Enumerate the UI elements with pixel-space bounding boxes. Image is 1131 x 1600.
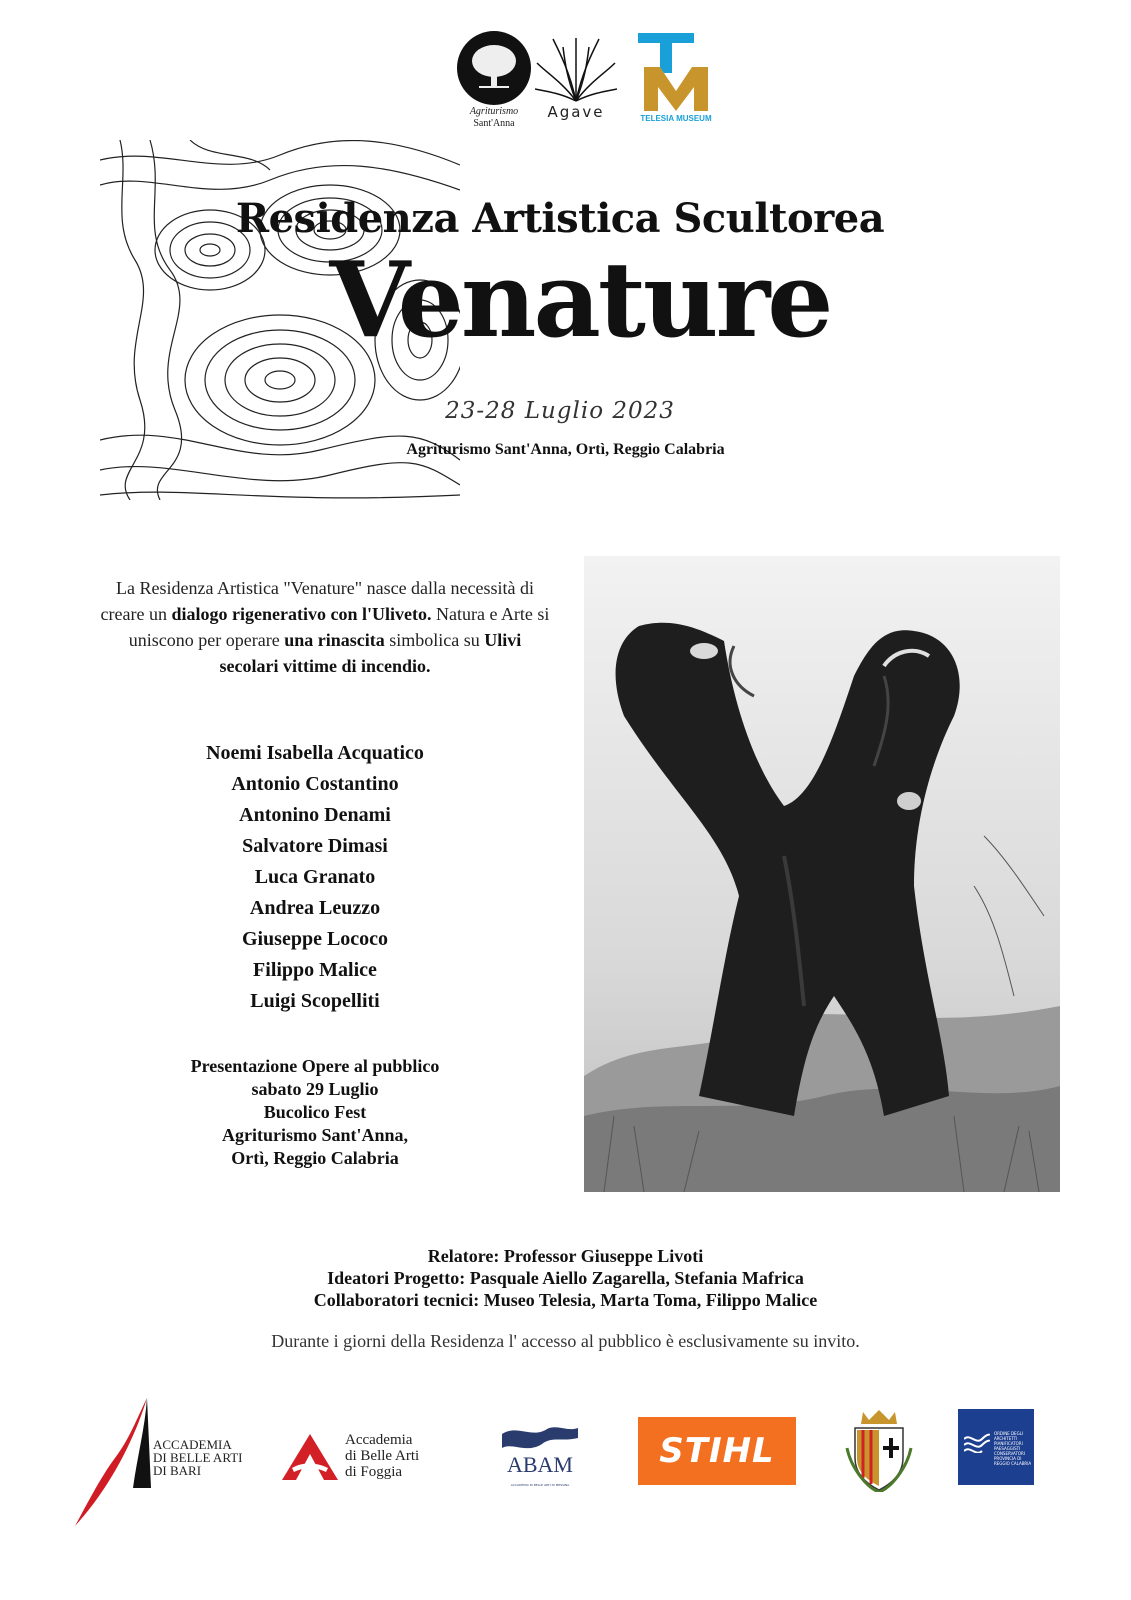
intro-text-1: La Residenza Artistica "Venature" nasce dalla necessità di creare un [100, 578, 535, 624]
telesia-museum-logo [638, 33, 714, 113]
bari-line: DI BARI [153, 1463, 202, 1478]
artist-name: Filippo Malice [253, 959, 377, 981]
abam-sub: ACCADEMIA DI BELLE ARTI DI MESSINA [510, 1483, 570, 1487]
accademia-bari-logo [75, 1398, 155, 1528]
foggia-text [345, 1432, 455, 1480]
presentation-line: Agriturismo Sant'Anna, [221, 1125, 409, 1145]
santanna-logo [457, 31, 531, 105]
ordine-line: ORDINE DEGLI [994, 1431, 1024, 1436]
credit-ideatori: Ideatori Progetto: Pasquale Aiello Zagarella, Stefania Mafrica [327, 1268, 804, 1288]
ordine-line: PROVINCIA DI [994, 1456, 1022, 1461]
abam-label: ABAM [506, 1452, 573, 1477]
presentation-info [150, 1055, 480, 1170]
bari-text [153, 1438, 263, 1477]
ordine-line: REGGIO CALABRIA [994, 1461, 1032, 1466]
agave-label: Agave [547, 103, 605, 121]
foggia-line: di Foggia [345, 1464, 403, 1480]
artist-name: Luca Granato [254, 866, 376, 888]
artist-name: Noemi Isabella Acquatico [206, 742, 424, 764]
event-venue: Agriturismo Sant'Anna, Ortì, Reggio Calabria [406, 441, 725, 458]
ordine-line: ARCHITETTI [994, 1436, 1018, 1441]
event-dates: 23-28 Luglio 2023 [445, 398, 675, 424]
artist-name: Giuseppe Lococo [241, 928, 389, 950]
artist-name: Luigi Scopelliti [250, 990, 380, 1012]
artist-name: Andrea Leuzzo [249, 897, 381, 919]
intro-bold-1: dialogo rigenerativo con l'Uliveto. [171, 604, 432, 624]
title-line1: Residenza Artistica Scultorea [235, 195, 885, 242]
intro-text-2: Natura e Arte si uniscono per operare [128, 604, 550, 650]
intro-text-3: simbolica su [384, 630, 485, 650]
bari-line: DI BELLE ARTI [153, 1450, 243, 1465]
olive-tree-photo [584, 556, 1060, 1192]
reggio-coat-of-arms-icon [841, 1408, 917, 1492]
presentation-line: Bucolico Fest [263, 1102, 367, 1122]
intro-bold-3: Ulivi secolari vittime di incendio. [219, 630, 522, 676]
telesia-label: TELESIA MUSEUM [640, 114, 712, 123]
artist-name: Antonio Costantino [231, 773, 399, 795]
access-note: Durante i giorni della Residenza l' accesso al pubblico è esclusivamente su invito. [271, 1331, 860, 1351]
stihl-logo: STIHL [638, 1417, 796, 1485]
ordine-line: CONSERVATORI [994, 1451, 1026, 1456]
wave-icon [964, 1433, 990, 1453]
santanna-script: Agriturismo [469, 106, 519, 117]
artist-name: Antonino Denami [239, 804, 391, 826]
presentation-line: Presentazione Opere al pubblico [190, 1056, 440, 1076]
artists-list [150, 738, 480, 1017]
ordine-line: PIANIFICATORI [994, 1441, 1023, 1446]
ordine-text [994, 1431, 1032, 1466]
intro-bold-2: una rinascita [284, 630, 385, 650]
presentation-line: Ortì, Reggio Calabria [231, 1148, 399, 1168]
credit-collaboratori: Collaboratori tecnici: Museo Telesia, Marta Toma, Filippo Malice [313, 1290, 818, 1310]
bari-line: ACCADEMIA [153, 1437, 232, 1452]
title-venature: Venature [329, 238, 831, 361]
accademia-foggia-logo [282, 1434, 338, 1480]
artist-name: Salvatore Dimasi [242, 835, 388, 857]
intro-paragraph [100, 575, 550, 679]
olive-tree-icon [457, 31, 531, 105]
credit-relatore: Relatore: Professor Giuseppe Livoti [427, 1246, 704, 1266]
ordine-line: PAESAGGISTI [994, 1446, 1021, 1451]
foggia-line: di Belle Arti [345, 1448, 420, 1464]
credits-block [180, 1245, 951, 1311]
ordine-architetti-logo [958, 1409, 1034, 1485]
foggia-line: Accademia [345, 1432, 413, 1448]
presentation-line: sabato 29 Luglio [251, 1079, 379, 1099]
santanna-name: Sant'Anna [473, 118, 515, 129]
agave-icon [535, 33, 617, 103]
